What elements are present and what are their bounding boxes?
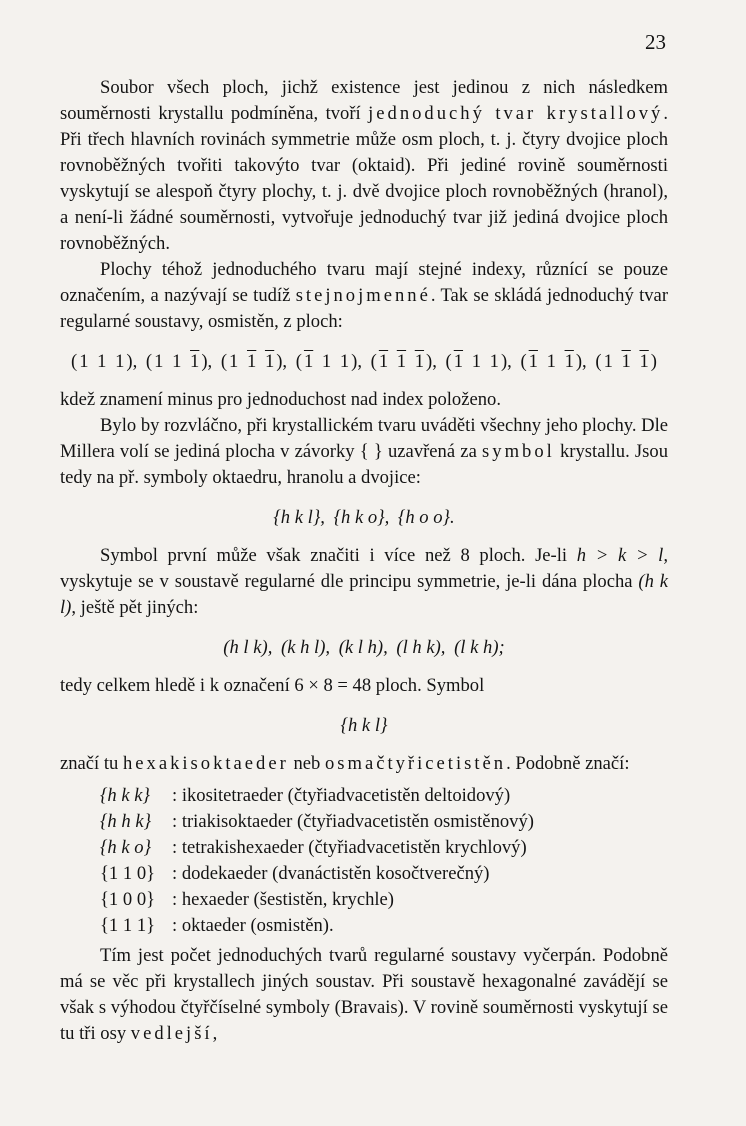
symbol-hkl: {h k l} bbox=[340, 715, 388, 736]
permutation-list: (h l k), (k h l), (k l h), (l h k), (l k h); bbox=[223, 637, 505, 658]
paragraph-hexakis: značí tu hexakisoktaeder neb osmačtyřicetistěn. Podobně značí: bbox=[60, 753, 630, 774]
face-3: ( 1 1 1 ), bbox=[220, 351, 288, 372]
term-symbol: symbol bbox=[482, 441, 555, 462]
face-8: ( 1 1 1 ) bbox=[595, 351, 657, 372]
paragraph-minus-note: kdež znamení minus pro jednoduchost nad index položeno. bbox=[60, 389, 501, 410]
term-hexakisoktaeder: hexakisoktaeder bbox=[122, 753, 289, 774]
symbol-pair: {h o o}. bbox=[397, 507, 455, 528]
term-simple-form: jednoduchý tvar krystallový bbox=[368, 103, 664, 124]
paragraph-same-named: Plochy téhož jednoduchého tvaru mají stejné indexy, různící se pouze označením, a nazývají se tudíž stejnojmenné. Tak se skládá jednoduchý tvar regularné soustavy, osmistěn, z ploch: bbox=[60, 259, 669, 332]
term-same-named: stejnojmenné bbox=[295, 285, 431, 306]
form-item: {1 0 0} : hexaeder (šestistěn, krychle) bbox=[100, 889, 394, 910]
symbol-examples bbox=[60, 505, 668, 531]
face-7: ( 1 1 1 ), bbox=[520, 351, 587, 372]
symbol-prism: {h k o}, bbox=[333, 507, 390, 528]
form-item: {h k k} : ikositetraeder (čtyřiadvacetistěn deltoidový) bbox=[100, 785, 511, 806]
paragraph-simple-form: Soubor všech ploch, jichž existence jest jedinou z nich následkem souměrnosti krystallu podmíněna, tvoří jednoduchý tvar krystallový. Při třech hlavních rovinách symmetrie může osm ploch, t. j. čtyry dvojice ploch rovnoběžných tvořiti takovýto tvar (oktaid). Při jediné rovině souměrnosti vyskytují se alespoň čtyry plochy, t. j. dvě dvojice ploch rovnoběžných (hranol), a není-li žádné souměrnosti, vytvořuje jednoduchý tvar již jediná dvojice ploch rovnoběžných. bbox=[60, 77, 668, 254]
face-5: ( 1 1 1 ), bbox=[370, 351, 437, 372]
face-1: ( 1 1 1 ), bbox=[71, 351, 138, 372]
paragraph-48-faces: tedy celkem hledě i k označení 6 × 8 = 48 ploch. Symbol bbox=[60, 675, 485, 696]
face-4: ( 1 1 1 ), bbox=[295, 351, 362, 372]
form-item: {h k o} : tetrakishexaeder (čtyřiadvacetistěn krychlový) bbox=[100, 837, 527, 858]
face-6: ( 1 1 1 ), bbox=[445, 351, 512, 372]
page-number: 23 bbox=[645, 30, 666, 54]
paragraph-miller-symbol: Bylo by rozvláčno, při krystallickém tvaru uváděti všechny jeho plochy. Dle Millera volí se jediná plocha v závorky { } uzavřená za symbol krystallu. Jsou tedy na př. symboly oktaedru, hranolu a dvojice: bbox=[60, 415, 668, 488]
term-osmactyricetisten: osmačtyřicetistěn bbox=[324, 753, 507, 774]
form-item: {h h k} : triakisoktaeder (čtyřiadvacetistěn osmistěnový) bbox=[100, 811, 534, 832]
paragraph-other-systems: Tím jest počet jednoduchých tvarů regularné soustavy vyčerpán. Podobně má se věc při krystallech jiných soustav. Při soustavě hexagonalné zavádějí se však s výhodou čtyřčíselné symboly (Bravais). V rovině souměrnosti vyskytují se tu tři osy vedlejší, bbox=[60, 945, 668, 1044]
form-item: {1 1 0} : dodekaeder (dvanáctistěn kosočtverečný) bbox=[100, 863, 490, 884]
octahedron-face-list bbox=[60, 349, 668, 375]
form-list bbox=[100, 783, 668, 939]
condition-hkl: h > k > l, bbox=[576, 545, 668, 566]
symbol-octahedron: {h k l}, bbox=[273, 507, 325, 528]
face-2: ( 1 1 1 ), bbox=[145, 351, 213, 372]
page-text bbox=[60, 75, 668, 1047]
form-item: {1 1 1} : oktaeder (osmistěn). bbox=[100, 915, 334, 936]
paragraph-first-symbol: Symbol první může však značiti i více než 8 ploch. Je-li h > k > l, vyskytuje se v soustavě regularné dle principu symmetrie, je-li dána plocha (h k l), ještě pět jiných: bbox=[60, 545, 668, 618]
face-hkl: (h k l) bbox=[60, 571, 668, 618]
term-vedlejsi: vedlejší bbox=[130, 1023, 213, 1044]
